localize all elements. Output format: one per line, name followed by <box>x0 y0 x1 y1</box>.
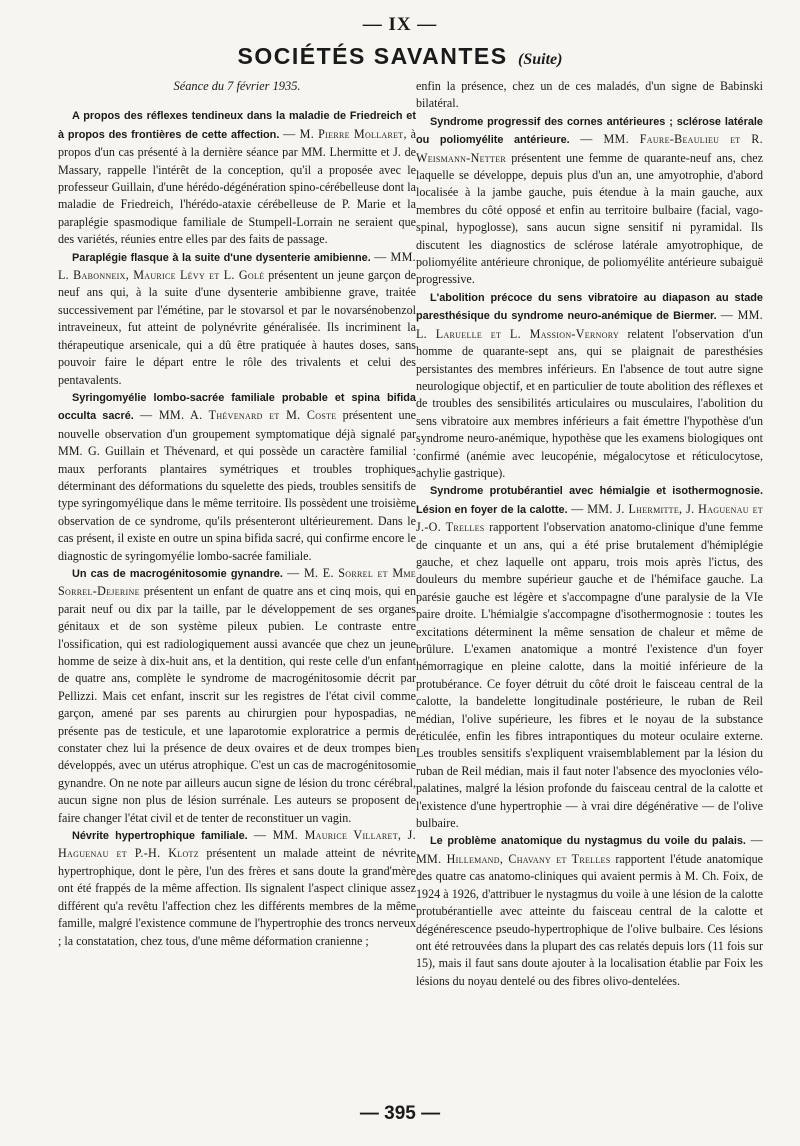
article-body: présentent un enfant de quatre ans et cinq mois, qui en parait neuf ou dix par la taille, par le développement de ses organes génitaux et de son système pileux pubien. Le contraste entre l'ossification, qui est radiologiquement aussi avancée que chez un jeune homme de seize à dix-huit ans, et la dentition, qui reste celle d'un enfant de quatre ans, complète le syndrome de macrogénitosomie décrit par Pellizzi. Mais cet enfant, inscrit sur les registres de l'état civil comme garçon, amené par ses parents au chirurgien pour hypospadias, ne présente pas de testicule, et une laparotomie exploratrice a permis de constater chez lui la présence de deux ovaires et de deux trompes bien développés, avec un utérus atrophique. C'est un cas de macrogénitosomie gynandre. On ne note par ailleurs aucun signe de lésion du tronc cérébral, aucun signe non plus de lésion surrénale. Les auteurs se proposent de faire changer l'état civil et de tenter de reconstituer un vagin. <box>58 584 416 825</box>
article-paragraph <box>58 827 416 950</box>
article-authors: — MM. L. Babonneix, Maurice Lévy et L. Golé <box>58 249 416 283</box>
left-column <box>58 78 416 950</box>
article-body: à propos d'un cas présenté à la dernière séance par MM. Lhermitte et J. de Massary, rappelle l'intérêt de la conception, qu'il a proposée avec le professeur Guillain, d'une hérédo-dégénération spino-cérébelleuse dont la maladie de Friedreich, l'hérédo-ataxie cérébelleuse de P. Marie et la paraplégie spasmodique familiale de Stumpell-Lorrain ne seraient que des variétés, réunies entre elles par des faits de passage. <box>58 126 416 247</box>
article-authors: — MM. L. Laruelle et L. Massion-Vernory <box>416 308 763 341</box>
session-date: Séance du 7 février 1935. <box>173 79 301 93</box>
article-title: Syndrome progressif des cornes antérieures ; sclérose latérale ou poliomyélite antérieure. <box>416 115 763 147</box>
article-body: présentent une nouvelle observation d'un groupement symptomatique déjà signalé par MM. G. Guillain et Thévenard, et qui possède un caractère familial : maux perforants plantaires symétriques et troubles trophiques déterminant des déformations du squelette des pieds, troubles sensitifs de type syringomyélique dans le même territoire. Ils possèdent une troisième observation de ce syndrome, qu'ils présenteront ultérieurement. Dans le cas présent, il existe en outre un spina bifida sacré, qui confirme encore le diagnostic de syringomyélie lombo-sacrée familiale. <box>58 408 416 563</box>
article-body: présentent une femme de quarante-neuf ans, chez laquelle se développe, depuis plus d'un an, une amyotrophie, d'abord localisée à la jambe gauche, puis étendue à la main gauche, aux membres du côté opposé et enfin au territoire bulbaire (facial, vago-spinal, hypoglosse), sans aucun signe sensitif ni pyramidal. Ils discutent les diagnostics de sclérose latérale amyotrophique, de poliomyélite antérieure chronique, de poliomyélite antérieure subaiguë progressive. <box>416 150 763 287</box>
article-authors: — MM. J. Lhermitte, J. Haguenau et J.-O. Trelles <box>416 501 763 535</box>
page-number-arabic: — 395 — <box>359 1103 441 1124</box>
article-authors: — MM. A. Thévenard et M. Coste <box>139 408 337 423</box>
article-authors: — M. Pierre Mollaret, <box>283 126 407 141</box>
article-paragraph <box>416 832 763 990</box>
article-body: rapportent l'étude anatomique des quatre cas anatomo-cliniques qui avaient permis à M. Ch. Foix, de 1924 à 1926, d'attribuer le nystagmus du voile à une lésion de la calotte protubérantielle avec atteinte du faisceau central de la calotte et dégénérescence pseudo-hypertrophique de l'olive bulbaire. Ces lésions ont été retrouvées dans la plupart des cas relatés depuis lors (11 fois sur 15), mais il faut sans doute ajouter à la localisation établie par Foix les lésions du noyau dentelé ou des fibres olivo-dentelées. <box>416 851 763 988</box>
article-body: rapportent l'observation anatomo-clinique d'une femme de cinquante et un ans, qui a été prise brutalement d'hémiplégie gauche, et chez laquelle ont apparu, trois mois après l'ictus, des douleurs du membre supérieur gauche et de l'hémiface gauche. La parésie gauche est légère et s'accompagne d'une paralysie de la VIe paire droite. L'hémialgie s'accompagne d'isothermognosie : toutes les excitations déterminent la même sensation de chaleur et même de brûlure. L'examen anatomique a montré l'existence d'un foyer hémorragique en pleine calotte, dans la moitié inférieure de la protubérance. Ce foyer détruit du côté droit le faisceau central de la calotte, la bandelette longitudinale postérieure, le ruban de Reil médian, l'olive supérieure, les fibres et le noyau de la substance réticulée, enfin les fibres intrapontiques du moteur oculaire externe. Les troubles sensitifs s'expliquent vraisemblablement par la lésion du ruban de Reil médian, mais il faut noter l'absence des myoclonies vélo-palatines, malgré la lésion profonde du faisceau central de la calotte et l'existence d'une hypertrophie — à vrai dire dégénérative — de l'olive bulbaire. <box>416 520 763 831</box>
article-authors: — M. E. Sorrel et Mme Sorrel-Dejerine <box>58 565 416 599</box>
article-paragraph <box>58 107 416 248</box>
article-authors: — MM. Faure-Beaulieu et R. Weismann-Netter <box>416 132 763 165</box>
right-column <box>416 78 763 990</box>
article-title: Paraplégie flasque à la suite d'une dysenterie amibienne. <box>72 251 371 264</box>
article-paragraph <box>58 249 416 389</box>
article-body: présentent un jeune garçon de neuf ans qui, à la suite d'une dysenterie ambibienne grave, traitée successivement par l'émétine, par le stovarsol et par le novarsénobenzol intraveineux, fut atteint de polynévrite généralisée. Ils incriminent la thérapeutique arsenicale, qui a dû être pratiquée à hautes doses, sans pouvoir faire le départ entre le rôle des trivalents et celui des pentavalents. <box>58 268 417 387</box>
article-paragraph <box>416 289 763 482</box>
article-title: Syndrome protubérantiel avec hémialgie et isothermognosie. Lésion en foyer de la calotte. <box>416 485 763 516</box>
article-paragraph <box>416 482 763 832</box>
article-authors: — MM. Hillemand, Chavany et Trelles <box>416 833 763 866</box>
article-body: présentent un malade atteint de névrite hypertrophique, dont le père, l'un des frères et sans doute la grand'mère ont été frappés de la même affection. Ils signalent l'aspect clinique assez différent qu'a revêtu l'affection chez les différents membres de la même famille, malgré l'existence commune de l'hypertrophie des troncs nerveux ; la constatation, chez tous, d'une même déformation cranienne ; <box>58 846 416 948</box>
page-number-roman: — IX — <box>362 14 438 35</box>
article-title: Un cas de macrogénitosomie gynandre. <box>72 567 283 580</box>
article-paragraph <box>58 565 416 827</box>
section-suite: (Suite) <box>518 51 563 68</box>
article-body: relatent l'observation d'un homme de quarante-sept ans, qui se plaignait de paresthésies persistantes des membres inférieurs. En l'absence de tout autre signe neurologique objectif, et en particulier de toute abolition des réflexes et de troubles des sensibilités articulaires ou musculaires, l'abolition du sens vibratoire aux membres inférieurs a fait émettre l'hypothèse d'un syndrome neuro-anémique, hypothèse que les examens biologiques ont confirmé (anémie avec leucopénie, mégalocytose et réticulocytose, achylie gastrique). <box>416 326 763 480</box>
article-title: Le problème anatomique du nystagmus du voile du palais. <box>430 835 746 848</box>
article-continuation: enfin la présence, chez un de ces maladés, d'un signe de Babinski bilatéral. <box>416 79 763 111</box>
article-title: Névrite hypertrophique familiale. <box>72 830 248 843</box>
article-paragraph <box>416 113 763 289</box>
article-title: Syringomyélie lombo-sacrée familiale probable et spina bifida occulta sacré. <box>58 391 416 423</box>
article-authors: — MM. Maurice Villaret, J. Haguenau et P.-H. Klotz <box>58 828 416 861</box>
section-title: SOCIÉTÉS SAVANTES <box>237 43 508 69</box>
article-paragraph <box>58 389 416 565</box>
article-title: L'abolition précoce du sens vibratoire au diapason au stade paresthésique du syndrome neuro-anémique de Biermer. <box>416 291 763 323</box>
section-heading <box>0 43 800 70</box>
article-title: A propos des réflexes tendineux dans la maladie de Friedreich et à propos des frontières de cette affection. <box>58 110 416 141</box>
